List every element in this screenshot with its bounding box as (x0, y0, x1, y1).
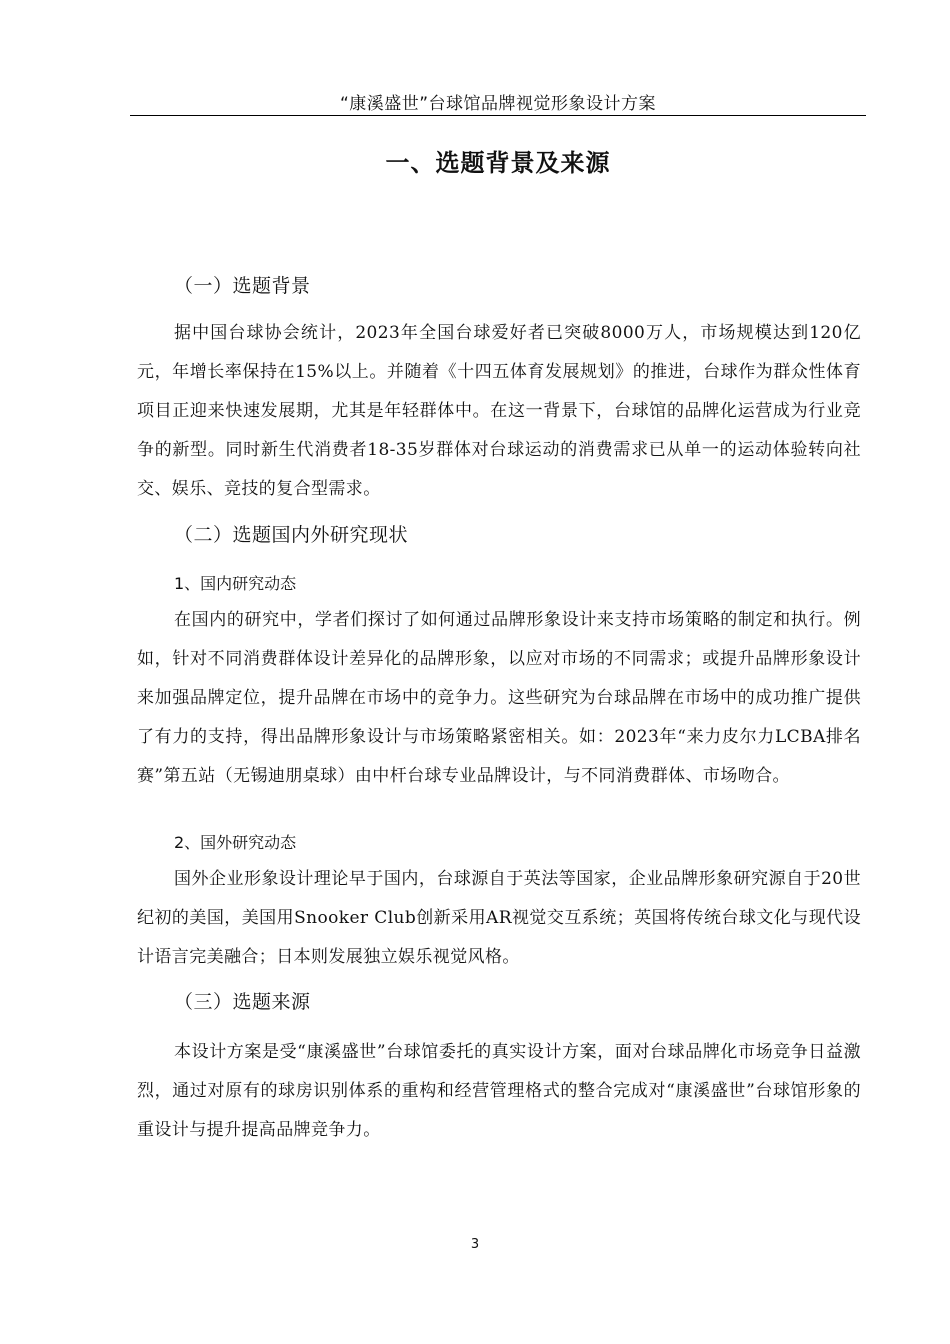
section-heading-background: （一）选题背景 (174, 275, 311, 297)
header-divider (130, 115, 866, 116)
subheading-domestic-research: 1、国内研究动态 (174, 574, 297, 593)
section-heading-source: （三）选题来源 (174, 991, 311, 1013)
paragraph-source: 本设计方案是受“康溪盛世”台球馆委托的真实设计方案，面对台球品牌化市场竞争日益激烈，通过对原有的球房识别体系的重构和经营管理格式的整合完成对“康溪盛世”台球馆形象的重设计与提升提高品牌竞争力。 (137, 1042, 861, 1140)
paragraph-foreign-research: 国外企业形象设计理论早于国内，台球源自于英法等国家，企业品牌形象研究源自于20世纪初的美国，美国用Snooker Club创新采用AR视觉交互系统；英国将传统台球文化与现代设计语言完美融合；日本则发展独立娱乐视觉风格。 (137, 869, 861, 967)
section-heading-research-status: （二）选题国内外研究现状 (174, 524, 409, 546)
running-header: “康溪盛世”台球馆品牌视觉形象设计方案 (339, 94, 657, 114)
subheading-foreign-research: 2、国外研究动态 (174, 833, 297, 852)
paragraph-background: 据中国台球协会统计，2023年全国台球爱好者已突破8000万人，市场规模达到120亿元，年增长率保持在15%以上。并随着《十四五体育发展规划》的推进，台球作为群众性体育项目正迎来快速发展期，尤其是年轻群体中。在这一背景下，台球馆的品牌化运营成为行业竞争的新型。同时新生代消费者18-35岁群体对台球运动的消费需求已从单一的运动体验转向社交、娱乐、竞技的复合型需求。 (137, 323, 861, 499)
paragraph-domestic-research: 在国内的研究中，学者们探讨了如何通过品牌形象设计来支持市场策略的制定和执行。例如，针对不同消费群体设计差异化的品牌形象，以应对市场的不同需求；或提升品牌形象设计来加强品牌定位，提升品牌在市场中的竞争力。这些研究为台球品牌在市场中的成功推广提供了有力的支持，得出品牌形象设计与市场策略紧密相关。如：2023年“来力皮尔力LCBA排名赛”第五站（无锡迪朋桌球）由中杆台球专业品牌设计，与不同消费群体、市场吻合。 (137, 610, 861, 786)
chapter-title: 一、选题背景及来源 (385, 149, 611, 177)
page-number: 3 (470, 1237, 480, 1252)
